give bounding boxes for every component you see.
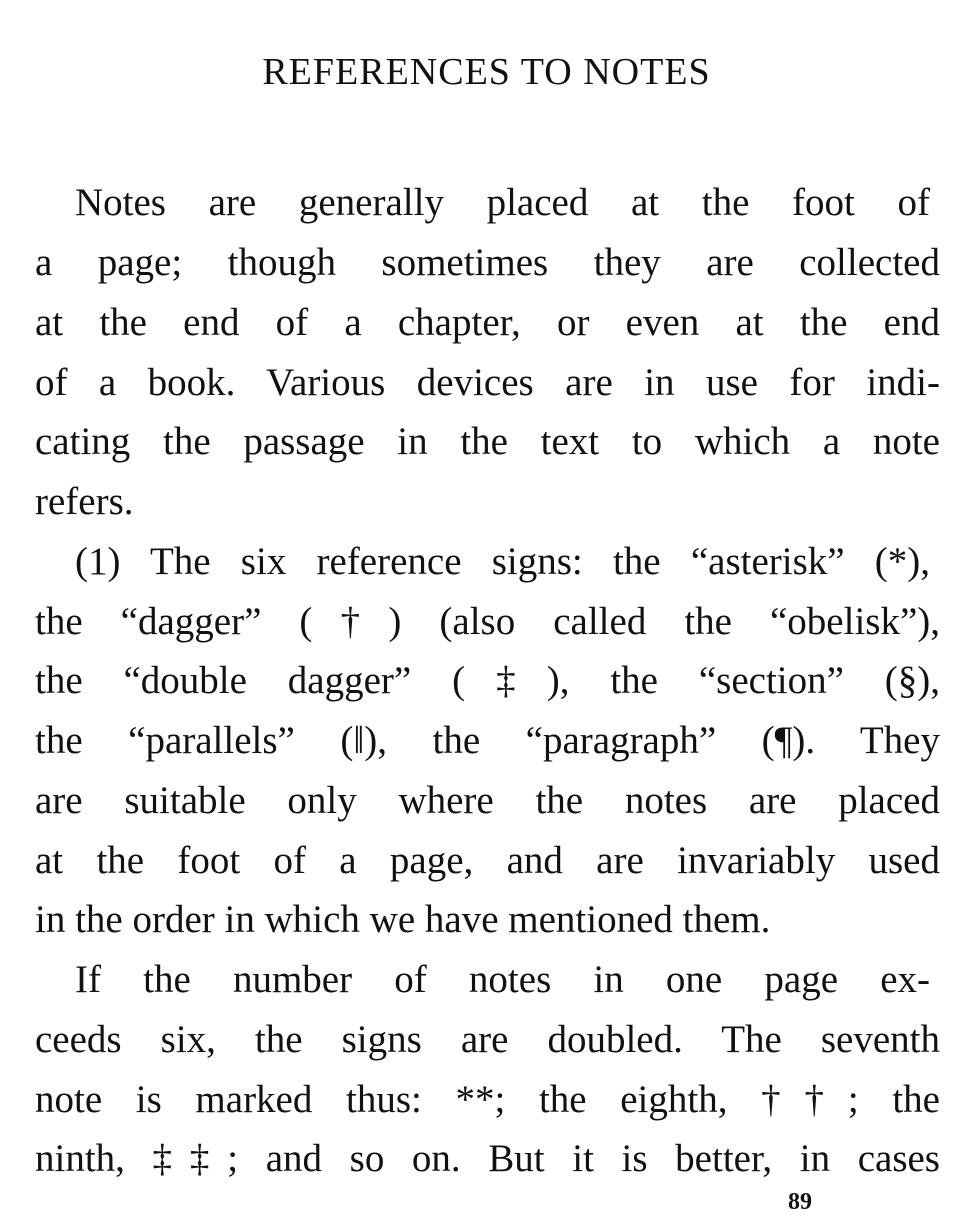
page-number: 89: [788, 1189, 812, 1215]
page-title: REFERENCES TO NOTES: [262, 51, 711, 93]
text-line: of a book. Various devices are in use for indi-: [35, 361, 940, 404]
text-line: cating the passage in the text to which a note: [35, 420, 940, 463]
text-line: the “parallels” (‖), the “paragraph” (¶). They: [35, 719, 940, 762]
text-line: note is marked thus: **; the eighth, ††; the: [35, 1078, 940, 1121]
text-line: at the end of a chapter, or even at the end: [35, 301, 940, 344]
text-line: at the foot of a page, and are invariably used: [35, 839, 940, 882]
text-line: are suitable only where the notes are placed: [35, 779, 940, 822]
text-line: ninth, ‡‡; and so on. But it is better, in cases: [35, 1137, 940, 1180]
text-line: Notes are generally placed at the foot of: [75, 181, 930, 224]
text-line: the “double dagger” (‡), the “section” (§),: [35, 659, 940, 702]
text-line: ceeds six, the signs are doubled. The seventh: [35, 1018, 940, 1061]
text-line: the “dagger” (†) (also called the “obelisk”),: [35, 600, 940, 643]
text-line: If the number of notes in one page ex-: [75, 958, 930, 1001]
text-line: refers.: [35, 480, 134, 523]
text-line: (1) The six reference signs: the “asterisk” (*),: [75, 540, 930, 583]
text-line: in the order in which we have mentioned them.: [35, 898, 771, 941]
text-line: a page; though sometimes they are collected: [35, 241, 940, 284]
